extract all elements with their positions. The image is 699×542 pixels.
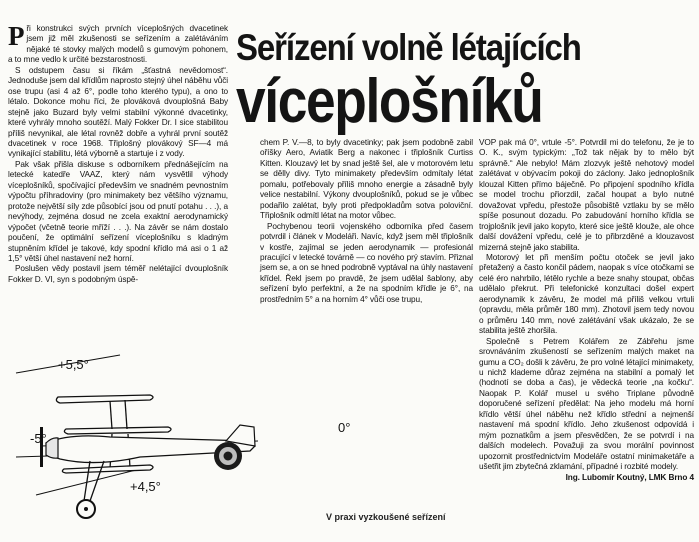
paragraph: Motorový let při menším počtu otoček se jevil jako přetažený a často končil pádem, naopak s více otočkami se celé éro nahrbilo, létělo rychle a beze snahy stoupat, občas udělalo překrut. Při telefonické konzultaci došel expert aerodynamik k závěru, že model má příliš velkou vrtuli (opravdu, měla průměr 180 mm). Zhotovil jsem tedy novou o průměru 140 mm, nové zalétávání však ukázalo, že se stabilita ještě zhoršila. (479, 252, 694, 336)
landing-gear-strut (84, 461, 90, 501)
lower-wing (62, 465, 153, 473)
article-title-line-1: Seřízení volně létajících (236, 27, 581, 68)
paragraph: S odstupem času si říkám „šťastná nevědomost“. Jednoduše jsem dal křídlům naprosto stejný úhel náběhu vůči ose trupu (asi 4 až 6°, podle toho kterého typu), a ono to létalo. Dokonce mohu říci, že plováková dvouplošná Baby stejně jako Buzard byly velmi stabilní výkonné dvacetinky, které vyhrály mnoho soutěží. Malý Fokker Dr. I sice stabilitou příliš nevynikal, ale létal rovněž dobře a vyhrál první soutěž dvacetinek v roce 1968. Třiplošný plovákový SF—4 má vynikající stabilitu, létá výborně a startuje i z vody. (8, 65, 228, 159)
paragraph: Poslušen vědy postavil jsem téměř nelétající dvouplošník Fokker D. VI, syn s podobným úspě- (8, 264, 228, 284)
drop-cap: P (8, 21, 25, 51)
triplane-rigging-diagram (0, 345, 258, 542)
paragraph: VOP pak má 0°, vrtule -5°. Potvrdil mi do telefonu, že je to O. K., svým typickým: „Tož tak nějak by to mělo být správně.“ Ale nebylo! Mám zlozvyk ještě nehotový model zalétávat v obývacím pokoji do záclony. Jako jednoplošník klouzal Kitten přímo báječně. Po připojení spodního křídla se model trochu přiorzdil, začal houpat a bylo nutné dovažovat vpředu, přestože působiště vztlaku by se mělo spíše posunout dozadu. Po zabudování horního křídla se trojplošník jevil jako kopyto, které sice ještě klouže, ale ohce další dovážení vpředu, celé je to přibrzděné a klouzavost mizerná stejně jako stabilita. (479, 138, 694, 252)
lower-wing-angle-label: +4,5° (130, 479, 161, 494)
figure-caption: V praxi vyzkoušené seřízení (326, 512, 446, 522)
paragraph: Pochybenou teorii vojenského odborníka před časem potvrdil i článek v Modeláři. Navíc, když jsem měl třiplošník v kostře, zajímal se jeden aerodynamik — profesionál pracující v letecké továrně — co nového prý stavím. Přiznal jsem se, a on se hned podrobně vyptával na úhly nastavení křídel. Řekl jsem po pravdě, že jsem udělal šablony, aby seřízení bylo perfektní, a že na spodním křídle je 6°, na prostředním 5° a na horním 4° vůči ose trupu, (260, 221, 473, 304)
article-title-line-2: víceplošníků (236, 67, 543, 136)
upper-wing (56, 395, 153, 403)
axis-label-holder (330, 418, 370, 442)
article-author: Ing. Lubomír Koutný, LMK Brno 4 (565, 472, 694, 482)
text-column-1 (8, 21, 228, 285)
propeller-angle-label: -5° (30, 431, 47, 446)
engine-cowling (46, 438, 58, 458)
paragraph: Společně s Petrem Kolářem ze Zábřehu jsme srovnáváním zkušeností se seřízením malých maket na gumu a CO₂ došli k závěru, že pro volné létající minimakety, u nichž klademe důraz zejména na stabilní a pomalý let (hodnotí se doba a čas), je vědecká teorie „na kočku“. Naopak P. Kolář musel u svého Triplane původně doporučené seřízení předělat: Na jeho modelu má horní křídlo větší úhel náběhu než křídlo střední a nejmenší nastavení má spodní křídlo. Jeho zkušenost odpovídá i mým poznatkům a jsem přesvědčen, že se potvrdí i na dalších modelech. Považuji za svou morální povinnost upozornit prostřednictvím Modeláře ostatní minimaketáře a ušetřit jim zbytečná zklamání, případné i rozbité modely. (479, 336, 694, 472)
paragraph-text: ři konstrukci svých prvních víceplošných dvacetinek jsem již měl zkušenosti se seřízením a zalétáváním nějaké té stovky malých modelů s gumovým pohonem, a to mne vedlo k určité bezstarostnosti. (8, 24, 228, 65)
upper-wing-angle-label: +5,5° (58, 357, 89, 372)
text-column-2 (260, 138, 473, 305)
paragraph: Pak však přišla diskuse s odborníkem přednášejícím na letecké katedře VAAZ, který nám vysvětlil výhody víceplošníků, spočívající především ve snadném pevnostním výpočtu příhradoviny (pro minimakety bez většího významu, protože největší síly zde působící jsou od pnutí potahu . . .), a nevýhody, zejména dosud ne zcela exaktní aerodynamický výpočet (včetně teorie mříží . . .). Na závěr se nám dostalo poučení, že optimální seřízení víceplošníku s kladným stupněním křídel je takové, kdy spodní křídlo má asi o 1 až 1,5° větší úhel nastavení než horní. (8, 159, 228, 263)
wing-strut (125, 400, 127, 429)
paragraph (8, 21, 228, 66)
middle-wing (64, 427, 171, 434)
text-column-3 (479, 138, 694, 483)
fuselage-zero-angle-label: 0° (338, 420, 351, 435)
wing-strut (110, 401, 112, 429)
wheel-hub (84, 507, 88, 511)
paragraph: chem P. V.—8, to byly dvacetinky; pak jsem podobně zabil oříšky Aero, Aviatik Berg a nakonec i třiplošník Curtiss Kitten. Klouzavý let by snad ještě šel, ale v motorovém letu se dělly divy. Tyto minimakety především odmítaly létat pomalu, potřebovaly příliš mnoho energie a zásadně byly velice nestabilní. Výkony dvouplošníků, pokud se je vůbec podařilo zalétat, byly proti předpokladům sotva poloviční. Třiplošník odmítl létat na motor vůbec. (260, 138, 473, 221)
roundel-center (224, 452, 233, 461)
propeller-line (16, 456, 48, 457)
